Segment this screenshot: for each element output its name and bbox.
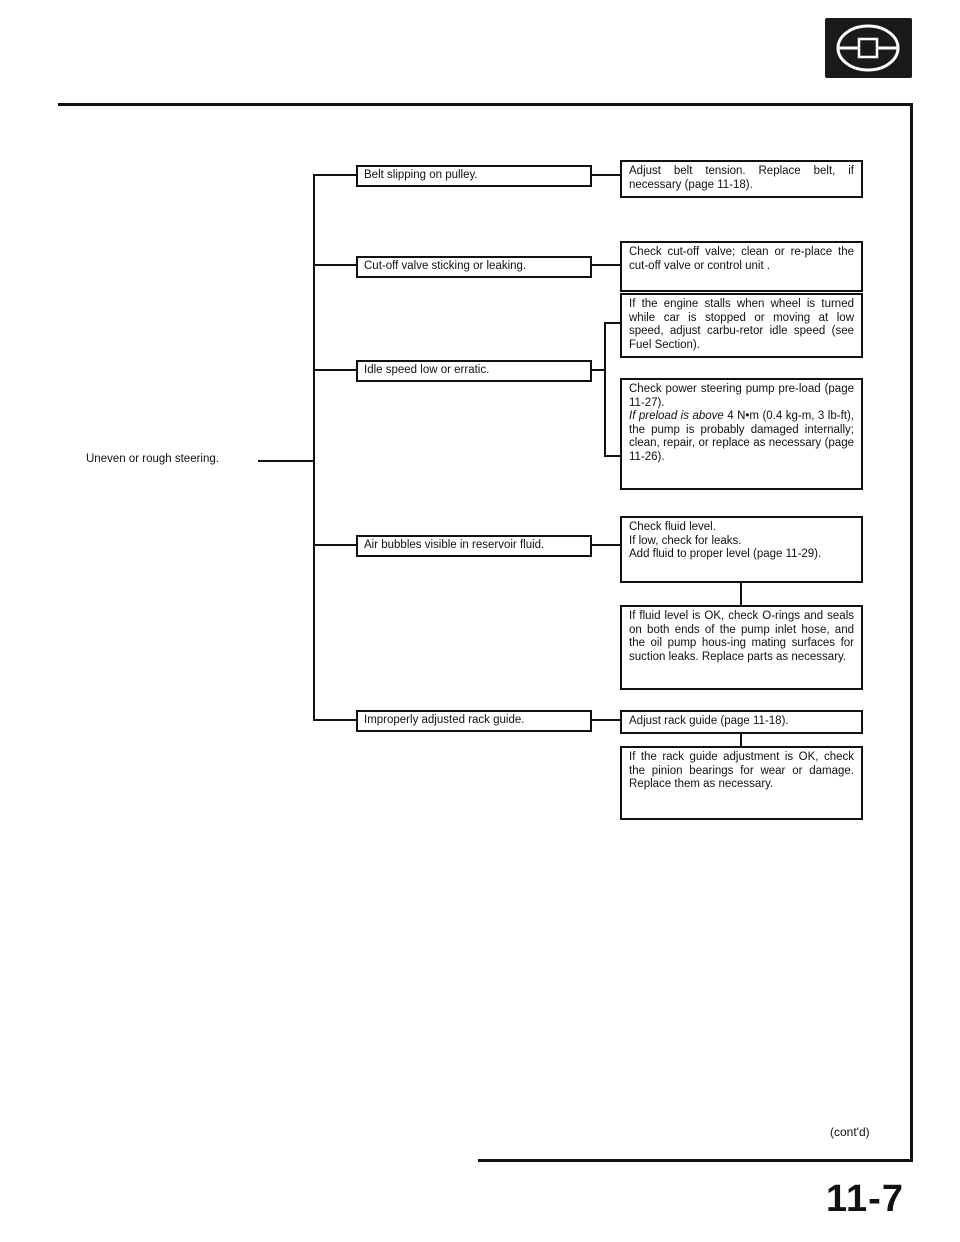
remedy-rack-pinion (620, 746, 863, 820)
cause-cutoff-label: Cut-off valve sticking or leaking. (364, 260, 527, 273)
cause-belt-label: Belt slipping on pulley. (364, 169, 478, 182)
remedy-air-fluid (620, 516, 863, 583)
remedy-air-orings-text: If fluid level is OK, check O-rings and seals on both ends of the pump inlet hose, and the oil pump hous-ing mating surfaces for suction leaks. Replace parts as necessary. (629, 610, 854, 663)
bottom-rule (478, 1159, 913, 1162)
connector-air-remedy (592, 544, 622, 546)
steering-wheel-icon (825, 18, 912, 78)
branch-cutoff (313, 264, 358, 266)
trunk-line (313, 174, 315, 721)
page-number: 11-7 (826, 1178, 904, 1220)
cause-idle (356, 360, 592, 382)
cause-idle-label: Idle speed low or erratic. (364, 364, 490, 377)
remedy-idle-engine (620, 293, 863, 358)
remedy-rack-adjust-text: Adjust rack guide (page 11-18). (629, 715, 789, 727)
branch-belt (313, 174, 358, 176)
remedy-cutoff (620, 241, 863, 292)
remedy-belt (620, 160, 863, 198)
cause-air-label: Air bubbles visible in reservoir fluid. (364, 539, 545, 552)
connector-belt-remedy (592, 174, 622, 176)
remedy-idle-pump-detail (629, 410, 854, 463)
branch-air (313, 544, 358, 546)
cause-cutoff (356, 256, 592, 278)
remedy-idle-pump-action: 4 N•m (0.4 kg-m, 3 lb-ft), the pump is probably damaged internally; clean, repair, or replace as necessary (page 11-26). (629, 410, 854, 463)
remedy-air-fluid-leaks: If low, check for leaks. (629, 534, 742, 547)
cause-rack-label: Improperly adjusted rack guide. (364, 714, 525, 727)
remedy-rack-pinion-text: If the rack guide adjustment is OK, check the pinion bearings for wear or damage. Replace them as necessary. (629, 751, 854, 791)
cause-air (356, 535, 592, 557)
connector-rack-remedy (592, 719, 622, 721)
main-symptom-label: Uneven or rough steering. (86, 453, 219, 465)
remedy-idle-engine-text: If the engine stalls when wheel is turned while car is stopped or moving at low speed, adjust carbu-retor idle speed (see Fuel Section). (629, 298, 854, 351)
cause-rack (356, 710, 592, 732)
remedy-air-orings (620, 605, 863, 690)
remedy-rack-adjust (620, 710, 863, 734)
cause-belt (356, 165, 592, 187)
remedy-idle-pump-check: Check power steering pump pre-load (page 11-27). (629, 383, 854, 409)
right-rule (910, 103, 913, 1161)
remedy-air-fluid-add: Add fluid to proper level (page 11-29). (629, 548, 822, 561)
remedy-idle-pump (620, 378, 863, 490)
top-rule (58, 103, 912, 106)
connector-main (258, 460, 315, 462)
idle-bracket-line (604, 322, 606, 457)
connector-cutoff-remedy (592, 264, 622, 266)
remedy-cutoff-text: Check cut-off valve; clean or re-place the cut-off valve or control unit . (629, 246, 854, 272)
connector-air-followup (740, 583, 742, 607)
branch-idle (313, 369, 358, 371)
remedy-idle-pump-condition: If preload is above (629, 410, 724, 423)
branch-rack (313, 719, 358, 721)
remedy-air-fluid-check: Check fluid level. (629, 521, 716, 533)
continued-label: (cont'd) (830, 1125, 870, 1139)
remedy-belt-text: Adjust belt tension. Replace belt, if necessary (page 11-18). (629, 165, 854, 191)
